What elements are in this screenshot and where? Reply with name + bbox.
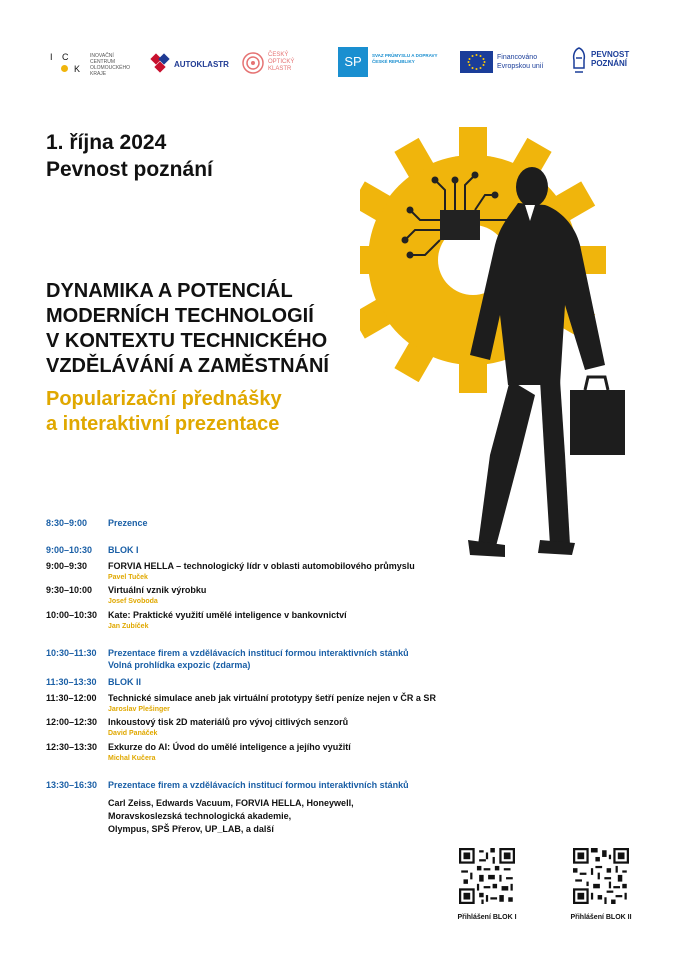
title-line-2: MODERNÍCH TECHNOLOGIÍ (46, 305, 314, 327)
program-time: 12:00–12:30 (46, 717, 98, 727)
program-time: 13:30–16:30 (46, 780, 98, 790)
eu-text: Financováno Evropskou unií (497, 54, 544, 70)
opticky-klastr-text: ČESKÝ OPTICKÝ KLASTR (268, 52, 295, 72)
program-text: Prezentace firem a vzdělávacích institucí formou interaktivních stánků (108, 780, 409, 790)
program-time: 9:00–10:30 (46, 545, 93, 555)
program-text: Inkoustový tisk 2D materiálů pro vývoj citlivých senzorů (108, 717, 349, 727)
qr-code-block-2[interactable] (573, 848, 629, 904)
icok-text: INOVAČNÍ CENTRUM OLOMOUCKÉHO KRAJE (90, 53, 131, 77)
title-line-4: VZDĚLÁVÁNÍ A ZAMĚSTNÁNÍ (46, 355, 329, 377)
title-line-1: DYNAMIKA A POTENCIÁL (46, 280, 293, 302)
exhibitors-line-1: Carl Zeiss, Edwards Vacuum, FORVIA HELLA, Honeywell, (108, 798, 354, 808)
subtitle-line-2: a interaktivní prezentace (46, 413, 280, 435)
logo-pevnost-poznani (570, 44, 640, 78)
program-time: 11:30–13:30 (46, 677, 97, 687)
program-speaker: Pavel Tuček (108, 574, 148, 581)
program-text: BLOK I (108, 545, 139, 555)
logo-opticky-klastr (241, 50, 311, 76)
icok-letter-c: C (62, 52, 69, 62)
logo-svaz-prumyslu (338, 47, 443, 77)
program-text: Kate: Praktické využití umělé inteligence v bankovnictví (108, 610, 347, 620)
program-speaker: Josef Svoboda (108, 598, 158, 605)
icok-letter-k: K (74, 64, 81, 74)
program-text: FORVIA HELLA – technologický lídr v oblasti automobilového průmyslu (108, 561, 415, 571)
program-text: Exkurze do AI: Úvod do umělé inteligence a jejího využití (108, 742, 351, 752)
title-line-3: V KONTEXTU TECHNICKÉHO (46, 330, 328, 352)
program-text: Virtuální vznik výrobku (108, 585, 207, 595)
icok-dot (61, 65, 68, 72)
event-title (46, 279, 446, 379)
logo-eu (460, 51, 555, 75)
autoklastr-text: AUTOKLASTR (174, 60, 229, 69)
qr-label-block-1: Přihlášení BLOK I (457, 914, 517, 921)
program-time: 10:00–10:30 (46, 610, 98, 620)
event-venue: Pevnost poznání (46, 158, 213, 181)
program-speaker: Jan Zubíček (108, 623, 149, 630)
subtitle-line-1: Popularizační přednášky (46, 388, 282, 410)
qr-block-2[interactable] (556, 848, 646, 921)
sp-mark (338, 47, 368, 77)
event-date: 1. října 2024 (46, 131, 167, 154)
eu-flag-icon (460, 51, 493, 73)
program-time: 10:30–11:30 (46, 648, 97, 658)
program-text: Prezence (108, 518, 148, 528)
autoklastr-icon (150, 53, 172, 73)
sp-mark-text: SP (344, 54, 362, 69)
program-time: 11:30–12:00 (46, 693, 97, 703)
program-time: 12:30–13:30 (46, 742, 98, 752)
program-text: BLOK II (108, 677, 141, 687)
program-time: 8:30–9:00 (46, 518, 88, 528)
exhibitors-list (108, 797, 354, 836)
program-speaker: Michal Kučera (108, 755, 156, 762)
icok-letter-i: I (50, 52, 53, 62)
qr-label-block-2: Přihlášení BLOK II (570, 914, 632, 921)
program-text-2: Volná prohlídka expozic (zdarma) (108, 660, 251, 670)
logo-autoklastr (150, 51, 230, 75)
exhibitors-line-3: Olympus, SPŠ Přerov, UP_LAB, a další (108, 824, 274, 834)
event-subtitle (46, 387, 282, 437)
qr-code-block-1[interactable] (459, 848, 515, 904)
program-speaker: Jaroslav Plešinger (108, 706, 170, 713)
opticky-klastr-icon (241, 51, 265, 75)
program-time: 9:00–9:30 (46, 561, 88, 571)
logo-icok (50, 52, 135, 76)
chip (440, 210, 480, 240)
program-text: Prezentace firem a vzdělávacích institucí formou interaktivních stánků (108, 648, 409, 658)
pevnost-knight-icon (570, 46, 588, 76)
exhibitors-line-2: Moravskoslezská technologická akademie, (108, 811, 292, 821)
pevnost-text: PEVNOST POZNÁNÍ (591, 50, 630, 68)
program-speaker: David Panáček (108, 730, 158, 737)
qr-block-1[interactable] (442, 848, 532, 921)
sp-text: SVAZ PRŮMYSLU A DOPRAVY ČESKÉ REPUBLIKY (372, 53, 438, 64)
program-time: 9:30–10:00 (46, 585, 93, 595)
program-text: Technické simulace aneb jak virtuální prototypy šetří peníze nejen v ČR a SR (108, 693, 436, 703)
